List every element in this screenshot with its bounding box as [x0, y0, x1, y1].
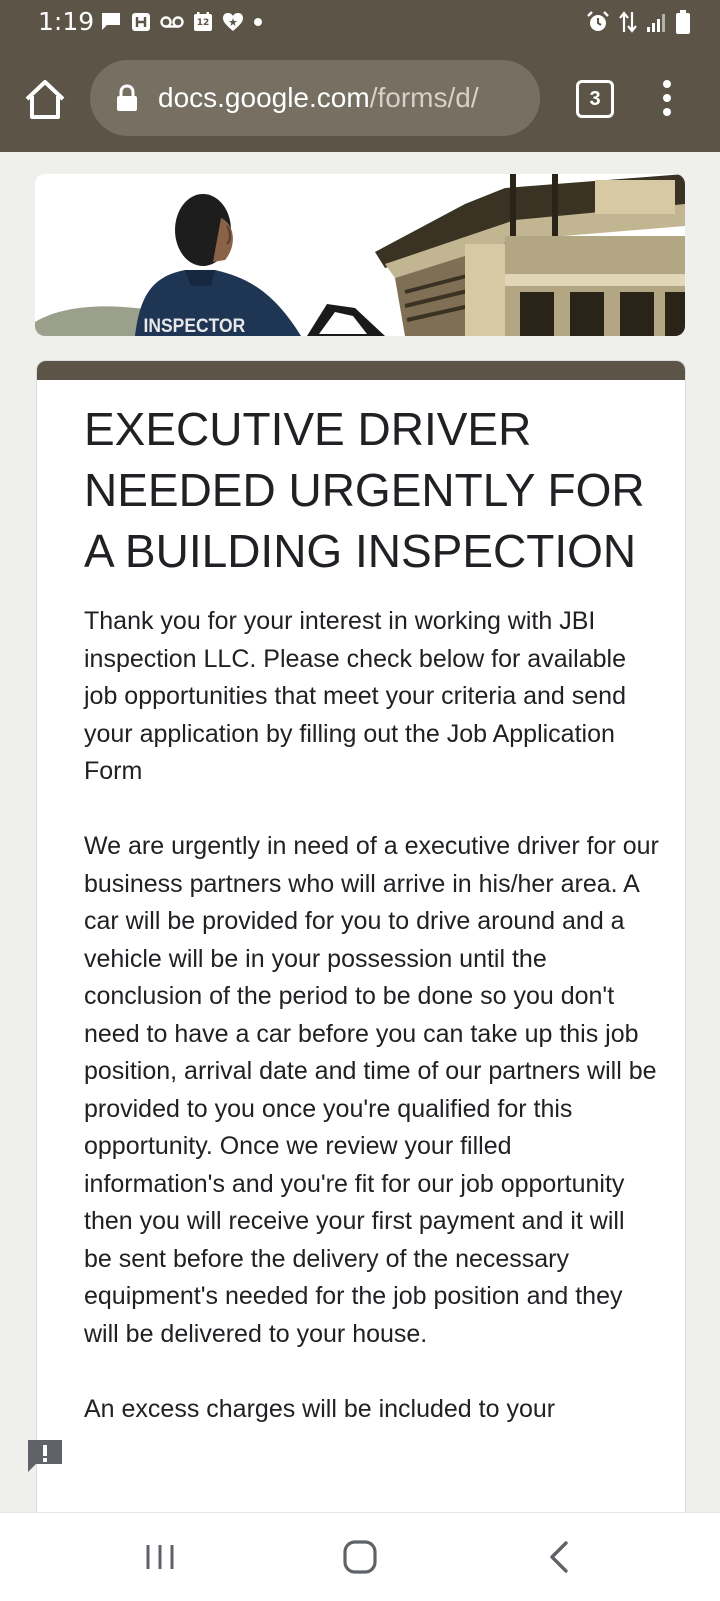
dot-icon	[253, 17, 263, 27]
system-nav-bar	[0, 1512, 720, 1601]
calendar-icon	[193, 12, 213, 32]
url-path: /forms/d/	[369, 82, 479, 113]
description-paragraph: An excess charges will be included to your	[84, 1394, 556, 1423]
description-paragraph: We are urgently in need of a executive driver for our business partners who will arrive in his/her area. A car will be provided for you to drive around and a vehicle will be in your possession until the conclusion of the period to be done so you don't need to have a car before you can take up this job position, arrival date and time of our partners will be provided to you once you're qualified for this opportunity. Once we review your filled information's and you're fit for our job opportunity then you will receive your first payment and it will be sent before the delivery of the necessary equipment's needed for the job position and they will be delivered to your house.	[84, 832, 659, 1348]
form-title: EXECUTIVE DRIVER NEEDED URGENTLY FOR A BUILDING INSPECTION	[84, 403, 645, 577]
jacket-text: INSPECTOR	[143, 314, 246, 336]
home-button[interactable]	[22, 76, 68, 122]
more-options-icon[interactable]	[652, 76, 682, 120]
form-description	[84, 603, 659, 1466]
home-icon[interactable]	[338, 1535, 382, 1579]
report-feedback-icon[interactable]	[26, 1438, 64, 1474]
recent-apps-icon[interactable]	[138, 1535, 182, 1579]
url-domain: docs.google.com	[158, 82, 370, 113]
battery-icon	[676, 10, 690, 34]
lock-icon	[116, 84, 138, 112]
status-time: 1:19	[38, 7, 95, 36]
voicemail-icon	[160, 15, 184, 29]
url-text[interactable]	[158, 60, 479, 136]
inspector-illustration	[35, 174, 685, 336]
browser-toolbar	[0, 46, 720, 152]
page-content	[0, 152, 720, 1512]
alarm-icon	[586, 10, 610, 34]
back-icon[interactable]	[538, 1535, 582, 1579]
data-arrows-icon	[618, 10, 638, 34]
card-accent-bar	[37, 361, 685, 380]
status-bar	[0, 0, 720, 46]
h-badge-icon	[131, 12, 151, 32]
chat-icon	[100, 12, 122, 32]
status-icons-left	[100, 8, 263, 36]
calendar-day: 12	[196, 18, 210, 28]
heart-icon	[222, 12, 244, 32]
form-header-card	[36, 360, 686, 1512]
header-image	[35, 174, 685, 336]
description-paragraph: Thank you for your interest in working with JBI inspection LLC. Please check below for available job opportunities that meet your criteria and send your application by filling out the Job Application Form	[84, 607, 626, 785]
url-fade	[500, 60, 540, 136]
address-bar[interactable]	[90, 60, 540, 136]
status-icons-right	[586, 8, 690, 36]
tab-switcher-button[interactable]: 3	[576, 80, 614, 118]
signal-icon	[646, 11, 668, 33]
